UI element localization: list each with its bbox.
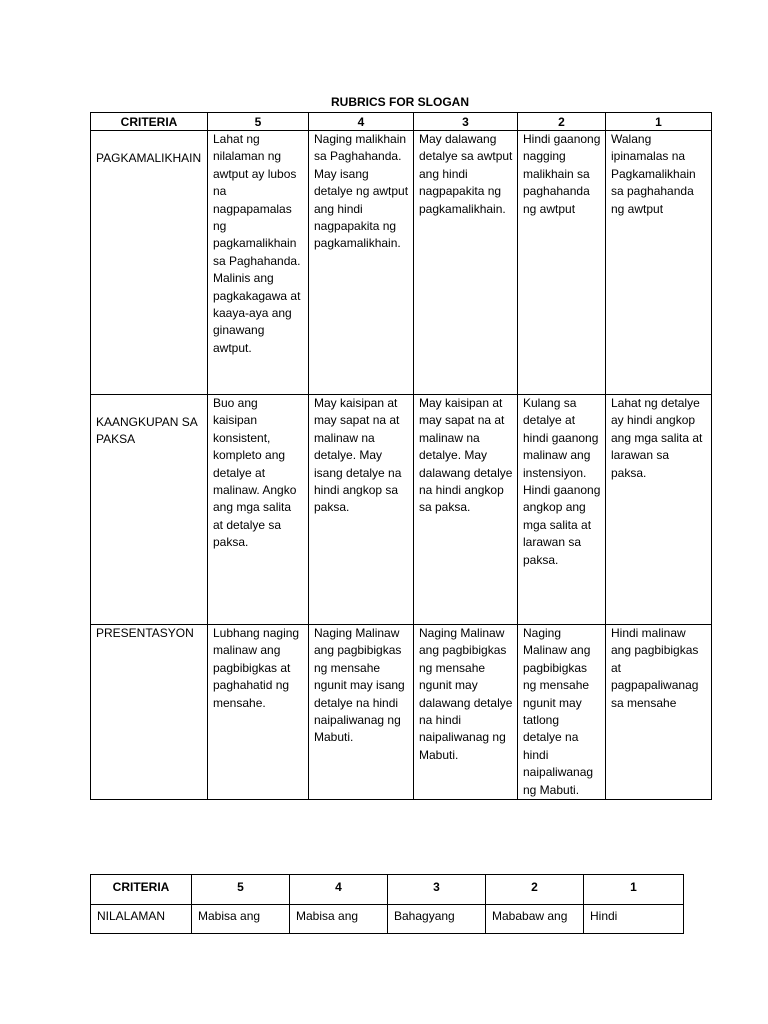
criterion-cell: KAANGKUPAN SA PAKSA	[91, 395, 208, 625]
second-row-nilalaman	[91, 905, 684, 934]
header-score-3: 3	[388, 875, 486, 905]
score-1-cell: Hindi	[584, 905, 684, 934]
score-5-cell: Buo ang kaisipan konsistent, kompleto ang detalye at malinaw. Angko ang mga salita at detalye sa paksa.	[208, 395, 309, 625]
score-3-cell: May kaisipan at may sapat na at malinaw na detalye. May dalawang detalye na hindi angkop sa paksa.	[414, 395, 518, 625]
second-rubric-table	[90, 874, 684, 934]
rubric-table	[90, 112, 712, 800]
score-1-cell: Hindi malinaw ang pagbibigkas at pagpapaliwanag sa mensahe	[606, 625, 712, 800]
document-title: RUBRICS FOR SLOGAN	[331, 95, 469, 109]
score-3-cell: Naging Malinaw ang pagbibigkas ng mensahe ngunit may dalawang detalye na hindi naipaliwanag ng Mabuti.	[414, 625, 518, 800]
rubric-row-presentasyon	[91, 625, 712, 800]
header-score-5: 5	[192, 875, 290, 905]
score-1-cell: Walang ipinamalas na Pagkamalikhain sa paghahanda ng awtput	[606, 131, 712, 395]
second-header-row	[91, 875, 684, 905]
score-5-cell: Lahat ng nilalaman ng awtput ay lubos na nagpapamalas ng pagkamalikhain sa Paghahanda. Malinis ang pagkakagawa at kaaya-aya ang ginawang awtput.	[208, 131, 309, 395]
header-criteria: CRITERIA	[91, 875, 192, 905]
score-4-cell: Naging Malinaw ang pagbibigkas ng mensahe ngunit may isang detalye na hindi naipaliwanag ng Mabuti.	[309, 625, 414, 800]
score-1-cell: Lahat ng detalye ay hindi angkop ang mga salita at larawan sa paksa.	[606, 395, 712, 625]
header-score-4: 4	[309, 113, 414, 131]
header-score-5: 5	[208, 113, 309, 131]
rubric-row-kaangkupan	[91, 395, 712, 625]
criterion-cell: PRESENTASYON	[91, 625, 208, 800]
score-4-cell: May kaisipan at may sapat na at malinaw na detalye. May isang detalye na hindi angkop sa paksa.	[309, 395, 414, 625]
header-score-2: 2	[518, 113, 606, 131]
score-4-cell: Mabisa ang	[290, 905, 388, 934]
score-2-cell: Hindi gaanong nagging malikhain sa paghahanda ng awtput	[518, 131, 606, 395]
rubric-row-pagkamalikhain	[91, 131, 712, 395]
rubric-header-row	[91, 113, 712, 131]
score-3-cell: May dalawang detalye sa awtput ang hindi nagpapakita ng pagkamalikhain.	[414, 131, 518, 395]
header-score-1: 1	[606, 113, 712, 131]
score-2-cell: Mababaw ang	[486, 905, 584, 934]
criterion-cell: NILALAMAN	[91, 905, 192, 934]
score-5-cell: Lubhang naging malinaw ang pagbibigkas at paghahatid ng mensahe.	[208, 625, 309, 800]
header-score-3: 3	[414, 113, 518, 131]
score-4-cell: Naging malikhain sa Paghahanda. May isang detalye ng awtput ang hindi nagpapakita ng pagkamalikhain.	[309, 131, 414, 395]
header-criteria: CRITERIA	[91, 113, 208, 131]
header-score-2: 2	[486, 875, 584, 905]
score-2-cell: Kulang sa detalye at hindi gaanong malinaw ang instensiyon. Hindi gaanong angkop ang mga salita at larawan sa paksa.	[518, 395, 606, 625]
score-2-cell: Naging Malinaw ang pagbibigkas ng mensahe ngunit may tatlong detalye na hindi naipaliwanag ng Mabuti.	[518, 625, 606, 800]
score-5-cell: Mabisa ang	[192, 905, 290, 934]
header-score-1: 1	[584, 875, 684, 905]
criterion-cell: PAGKAMALIKHAIN	[91, 131, 208, 395]
header-score-4: 4	[290, 875, 388, 905]
score-3-cell: Bahagyang	[388, 905, 486, 934]
